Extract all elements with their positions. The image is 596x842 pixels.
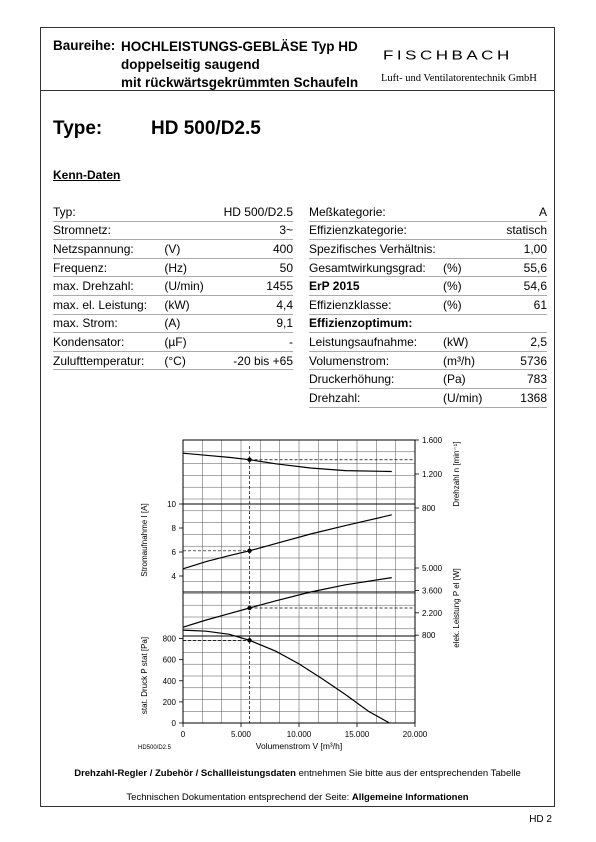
left-row: [53, 351, 293, 370]
right-row: [309, 240, 547, 259]
left-unit: (Hz): [164, 258, 223, 277]
x-tick-label: 10.000: [286, 730, 312, 739]
left-value: HD 500/D2.5: [224, 203, 293, 221]
type-value: HD 500/D2.5: [151, 118, 261, 139]
right-row: [309, 258, 547, 277]
left-value: 50: [224, 258, 293, 277]
y-tick-label-current: 8: [171, 524, 176, 533]
x-tick-label: 5.000: [230, 730, 252, 739]
right-value: 54,6: [497, 277, 547, 296]
curve-pressure: [183, 630, 390, 723]
x-axis-label: Volumenstrom V [m³/h]: [255, 741, 343, 751]
left-unit: [164, 221, 223, 240]
curve-current: [183, 515, 392, 569]
left-row: [53, 277, 293, 296]
x-tick-label: 15.000: [344, 730, 370, 739]
section-title: Kenn-Daten: [53, 168, 121, 182]
left-value: -: [224, 333, 293, 352]
y-tick-label-pressure: 800: [162, 634, 176, 644]
y-tick-label-pressure: 600: [162, 655, 176, 665]
left-label: Kondensator:: [53, 333, 164, 352]
left-row: [53, 258, 293, 277]
right-unit: [443, 203, 497, 221]
left-unit: (V): [164, 240, 223, 259]
x-tick-label: 20.000: [402, 730, 428, 739]
right-row: [309, 295, 547, 314]
x-tick-label: 0: [180, 730, 186, 739]
y-tick-label-power: 5.000: [422, 564, 443, 573]
left-value: 400: [224, 240, 293, 259]
right-label: ErP 2015: [309, 277, 443, 296]
right-label: Drehzahl:: [309, 388, 443, 407]
right-unit: [443, 314, 497, 333]
y-tick-label-current: 10: [167, 500, 176, 509]
y-tick-label-current: 6: [171, 548, 176, 557]
y-tick-label-power: 3.600: [422, 586, 443, 596]
footer-text-1: entnehmen Sie bitte aus der entsprechenden Tabelle: [295, 768, 521, 779]
y-tick-label-current: 4: [171, 572, 176, 581]
left-value: 1455: [224, 277, 293, 296]
left-unit: [164, 203, 223, 221]
left-value: 3~: [224, 221, 293, 240]
right-unit: [443, 240, 497, 259]
left-unit: (U/min): [164, 277, 223, 296]
right-value: statisch: [497, 221, 547, 240]
y-tick-label-speed: 1.200: [422, 470, 443, 479]
left-label: Typ:: [53, 203, 164, 221]
y-axis-label-speed: Drehzahl n [min⁻¹]: [452, 441, 461, 507]
company-subtitle: Luft- und Ventilatorentechnik GmbH: [381, 73, 537, 84]
page-number: HD 2: [529, 814, 552, 825]
right-row: [309, 370, 547, 389]
chart-id: HD500/D2.5: [138, 745, 172, 751]
y-tick-label-power: 800: [422, 631, 436, 641]
right-label: Spezifisches Verhältnis:: [309, 240, 443, 259]
series-line-1: HOCHLEISTUNGS-GEBLÄSE Typ HD: [121, 39, 358, 54]
right-row: [309, 333, 547, 352]
footer-text-2: Technischen Dokumentation entsprechend der Seite:: [126, 792, 352, 803]
right-label: Effizienzoptimum:: [309, 314, 443, 333]
right-row: [309, 203, 547, 221]
y-axis-label-pressure: stat. Druck P stat [Pa]: [140, 636, 149, 715]
right-row: [309, 221, 547, 240]
right-row: [309, 277, 547, 296]
right-unit: (U/min): [443, 388, 497, 407]
company-logo: FISCHBACH: [383, 48, 513, 63]
right-unit: (Pa): [443, 370, 497, 389]
right-value: 55,6: [497, 258, 547, 277]
right-unit: (%): [443, 258, 497, 277]
right-unit: [443, 221, 497, 240]
right-label: Effizienzklasse:: [309, 295, 443, 314]
right-label: Effizienzkategorie:: [309, 221, 443, 240]
specs-table-right: [309, 203, 547, 408]
series-line-2: doppelseitig saugend: [121, 57, 260, 72]
curve-speed: [183, 453, 392, 471]
right-value: 1,00: [497, 240, 547, 259]
left-row: [53, 203, 293, 221]
right-value: A: [497, 203, 547, 221]
series-line-3: mit rückwärtsgekrümmten Schaufeln: [121, 75, 359, 90]
right-label: Leistungsaufnahme:: [309, 333, 443, 352]
y-tick-label-pressure: 0: [171, 719, 176, 728]
footer-note-1: [41, 768, 554, 779]
curve-power: [183, 578, 392, 628]
performance-chart: [41, 436, 554, 751]
right-unit: (%): [443, 277, 497, 296]
left-label: Netzspannung:: [53, 240, 164, 259]
right-row: [309, 314, 547, 333]
footer-bold-2: Allgemeine Informationen: [351, 792, 469, 803]
y-tick-label-speed: 1.600: [422, 436, 443, 445]
left-label: Stromnetz:: [53, 221, 164, 240]
left-row: [53, 295, 293, 314]
right-label: Meßkategorie:: [309, 203, 443, 221]
y-tick-label-pressure: 200: [162, 697, 176, 707]
left-value: 9,1: [224, 314, 293, 333]
right-label: Druckerhöhung:: [309, 370, 443, 389]
footer-bold-1: Drehzahl-Regler / Zubehör / Schallleistungsdaten: [74, 768, 296, 779]
left-label: Frequenz:: [53, 258, 164, 277]
right-label: Volumenstrom:: [309, 351, 443, 370]
left-unit: (°C): [164, 351, 223, 370]
left-label: Zulufttemperatur:: [53, 351, 164, 370]
right-value: 1368: [497, 388, 547, 407]
right-value: 783: [497, 370, 547, 389]
left-label: max. el. Leistung:: [53, 295, 164, 314]
right-row: [309, 388, 547, 407]
series-label: Baureihe:: [53, 38, 116, 53]
left-unit: (kW): [164, 295, 223, 314]
y-tick-label-pressure: 400: [162, 676, 176, 686]
right-value: 5736: [497, 351, 547, 370]
y-axis-label-current: Stromaufnahme I [A]: [140, 503, 149, 577]
y-axis-label-power: elek. Leistung P el [W]: [452, 568, 461, 648]
page-frame: [40, 27, 555, 807]
left-value: 4,4: [224, 295, 293, 314]
series-description: [121, 38, 358, 92]
left-unit: (A): [164, 314, 223, 333]
right-unit: (kW): [443, 333, 497, 352]
header: [41, 28, 554, 91]
right-unit: (%): [443, 295, 497, 314]
y-tick-label-power: 2.200: [422, 608, 443, 618]
right-unit: (m³/h): [443, 351, 497, 370]
type-label: Type:: [53, 118, 103, 139]
left-label: max. Strom:: [53, 314, 164, 333]
y-tick-label-speed: 800: [422, 504, 436, 513]
left-label: max. Drehzahl:: [53, 277, 164, 296]
left-unit: (µF): [164, 333, 223, 352]
specs-table-left: [53, 203, 293, 370]
left-row: [53, 221, 293, 240]
left-row: [53, 333, 293, 352]
left-value: -20 bis +65: [224, 351, 293, 370]
right-value: 2,5: [497, 333, 547, 352]
right-value: [497, 314, 547, 333]
left-row: [53, 314, 293, 333]
right-label: Gesamtwirkungsgrad:: [309, 258, 443, 277]
right-row: [309, 351, 547, 370]
right-value: 61: [497, 295, 547, 314]
footer-note-2: [41, 792, 554, 803]
left-row: [53, 240, 293, 259]
